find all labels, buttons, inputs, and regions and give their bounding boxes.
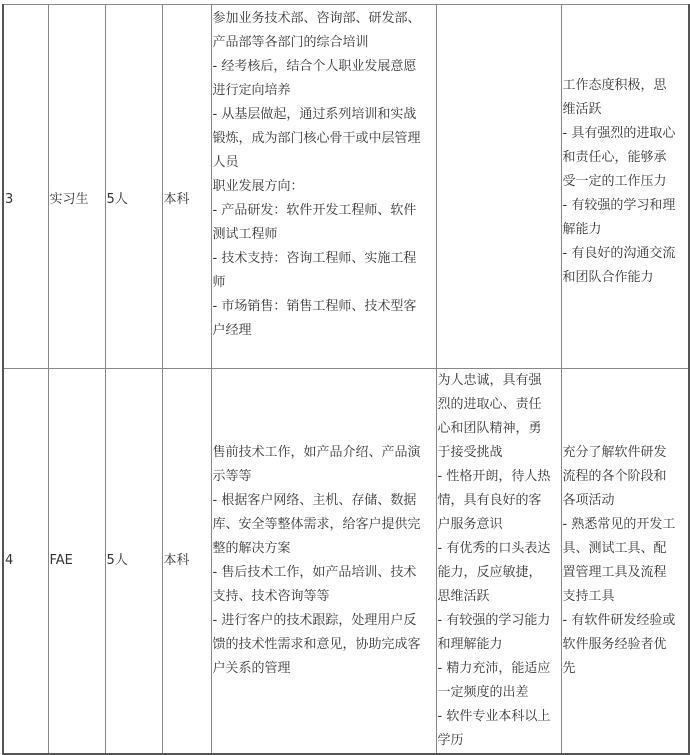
- quality-line: 思维活跃: [437, 589, 490, 604]
- requirement-line: - 熟悉常见的开发工: [562, 517, 676, 532]
- duty-line: - 根据客户网络、主机、存储、数据: [212, 493, 417, 508]
- quality-line: 和理解能力: [437, 637, 503, 652]
- duty-line: 整的解决方案: [212, 541, 291, 556]
- position-cell: FAE: [48, 369, 105, 755]
- quality-line: 于接受挑战: [437, 445, 503, 460]
- duty-line: - 售后技术工作，如产品培训、技术: [212, 565, 417, 580]
- index-cell: 3: [3, 5, 48, 369]
- duty-line: - 产品研发：软件开发工程师、软件: [212, 203, 417, 218]
- duty-line: 进行定向培养: [212, 83, 291, 98]
- headcount-cell: 5人: [105, 369, 162, 755]
- requirement-line: 置管理工具及流程: [562, 565, 667, 580]
- requirement-line: 流程的各个阶段和: [562, 469, 667, 484]
- requirement-line: 软件服务经验者优: [562, 637, 667, 652]
- duty-line: 参加业务技术部、咨询部、研发部、: [212, 11, 421, 26]
- quality-line: 为人忠诚，具有强: [437, 373, 542, 388]
- quality-line: 户服务意识: [437, 517, 503, 532]
- requirement-line: 和责任心，能够承: [562, 149, 667, 165]
- duty-line: 职业发展方向：: [212, 179, 304, 194]
- job-openings-table: [2, 4, 690, 755]
- qualities-cell: [436, 369, 561, 755]
- duty-line: 售前技术工作，如产品介绍、产品演: [212, 445, 421, 460]
- quality-line: 学历: [437, 733, 464, 748]
- duty-line: 示等等: [212, 469, 252, 484]
- position-cell: 实习生: [48, 5, 105, 369]
- requirement-line: 和团队合作能力: [562, 269, 654, 285]
- requirements-cell: [561, 5, 689, 369]
- quality-line: 能力，反应敏捷，: [437, 565, 542, 580]
- duty-line: - 进行客户的技术跟踪，处理用户反: [212, 613, 417, 628]
- requirements-cell: [561, 369, 689, 755]
- education-cell: 本科: [162, 369, 211, 755]
- duty-line: 户关系的管理: [212, 661, 291, 676]
- requirement-line: 各项活动: [562, 493, 615, 508]
- requirement-line: 解能力: [562, 221, 602, 237]
- requirement-line: - 有软件研发经验或: [562, 613, 676, 628]
- requirement-line: - 具有强烈的进取心: [562, 125, 676, 141]
- table-row: [3, 5, 689, 369]
- requirement-line: 工作态度积极，思: [562, 77, 667, 93]
- table-row: [3, 369, 689, 755]
- requirement-line: 受一定的工作压力: [562, 173, 667, 189]
- duty-line: - 经考核后，结合个人职业发展意愿: [212, 59, 417, 74]
- requirement-line: - 有较强的学习和理: [562, 197, 676, 213]
- duty-line: 支持、技术咨询等等: [212, 589, 330, 604]
- duty-line: 师: [212, 275, 226, 290]
- duty-line: 锻炼，成为部门核心骨干或中层管理: [212, 131, 421, 146]
- index-cell: 4: [3, 369, 48, 755]
- quality-line: 心和团队精神，勇: [437, 421, 542, 436]
- requirement-line: 先: [562, 661, 576, 676]
- quality-line: - 有较强的学习能力: [437, 613, 551, 628]
- duties-cell: [211, 5, 436, 369]
- duty-line: 库、安全等整体需求，给客户提供完: [212, 517, 421, 532]
- quality-line: - 有优秀的口头表达: [437, 541, 551, 556]
- duty-line: - 市场销售：销售工程师、技术型客: [212, 299, 417, 314]
- duty-line: 产品部等各部门的综合培训: [212, 35, 369, 50]
- quality-line: - 性格开朗，待人热: [437, 469, 551, 484]
- quality-line: 烈的进取心、责任: [437, 397, 542, 412]
- requirement-line: - 有良好的沟通交流: [562, 245, 676, 261]
- requirement-line: 维活跃: [562, 101, 602, 117]
- quality-line: - 精力充沛，能适应: [437, 661, 551, 676]
- requirement-line: 充分了解软件研发: [562, 445, 667, 460]
- quality-line: 一定频度的出差: [437, 685, 529, 700]
- duty-line: 测试工程师: [212, 227, 278, 242]
- duties-cell: [211, 369, 436, 755]
- quality-line: 情，具有良好的客: [437, 493, 542, 508]
- headcount-cell: 5人: [105, 5, 162, 369]
- duty-line: - 从基层做起，通过系列培训和实战: [212, 107, 417, 122]
- quality-line: - 软件专业本科以上: [437, 709, 551, 724]
- duty-line: 人员: [212, 155, 239, 170]
- duty-line: 户经理: [212, 323, 252, 338]
- qualities-cell: [436, 5, 561, 369]
- education-cell: 本科: [162, 5, 211, 369]
- duty-line: 馈的技术性需求和意见，协助完成客: [212, 637, 421, 652]
- requirement-line: 具、测试工具、配: [562, 541, 667, 556]
- requirement-line: 支持工具: [562, 589, 615, 604]
- duty-line: - 技术支持：咨询工程师、实施工程: [212, 251, 417, 266]
